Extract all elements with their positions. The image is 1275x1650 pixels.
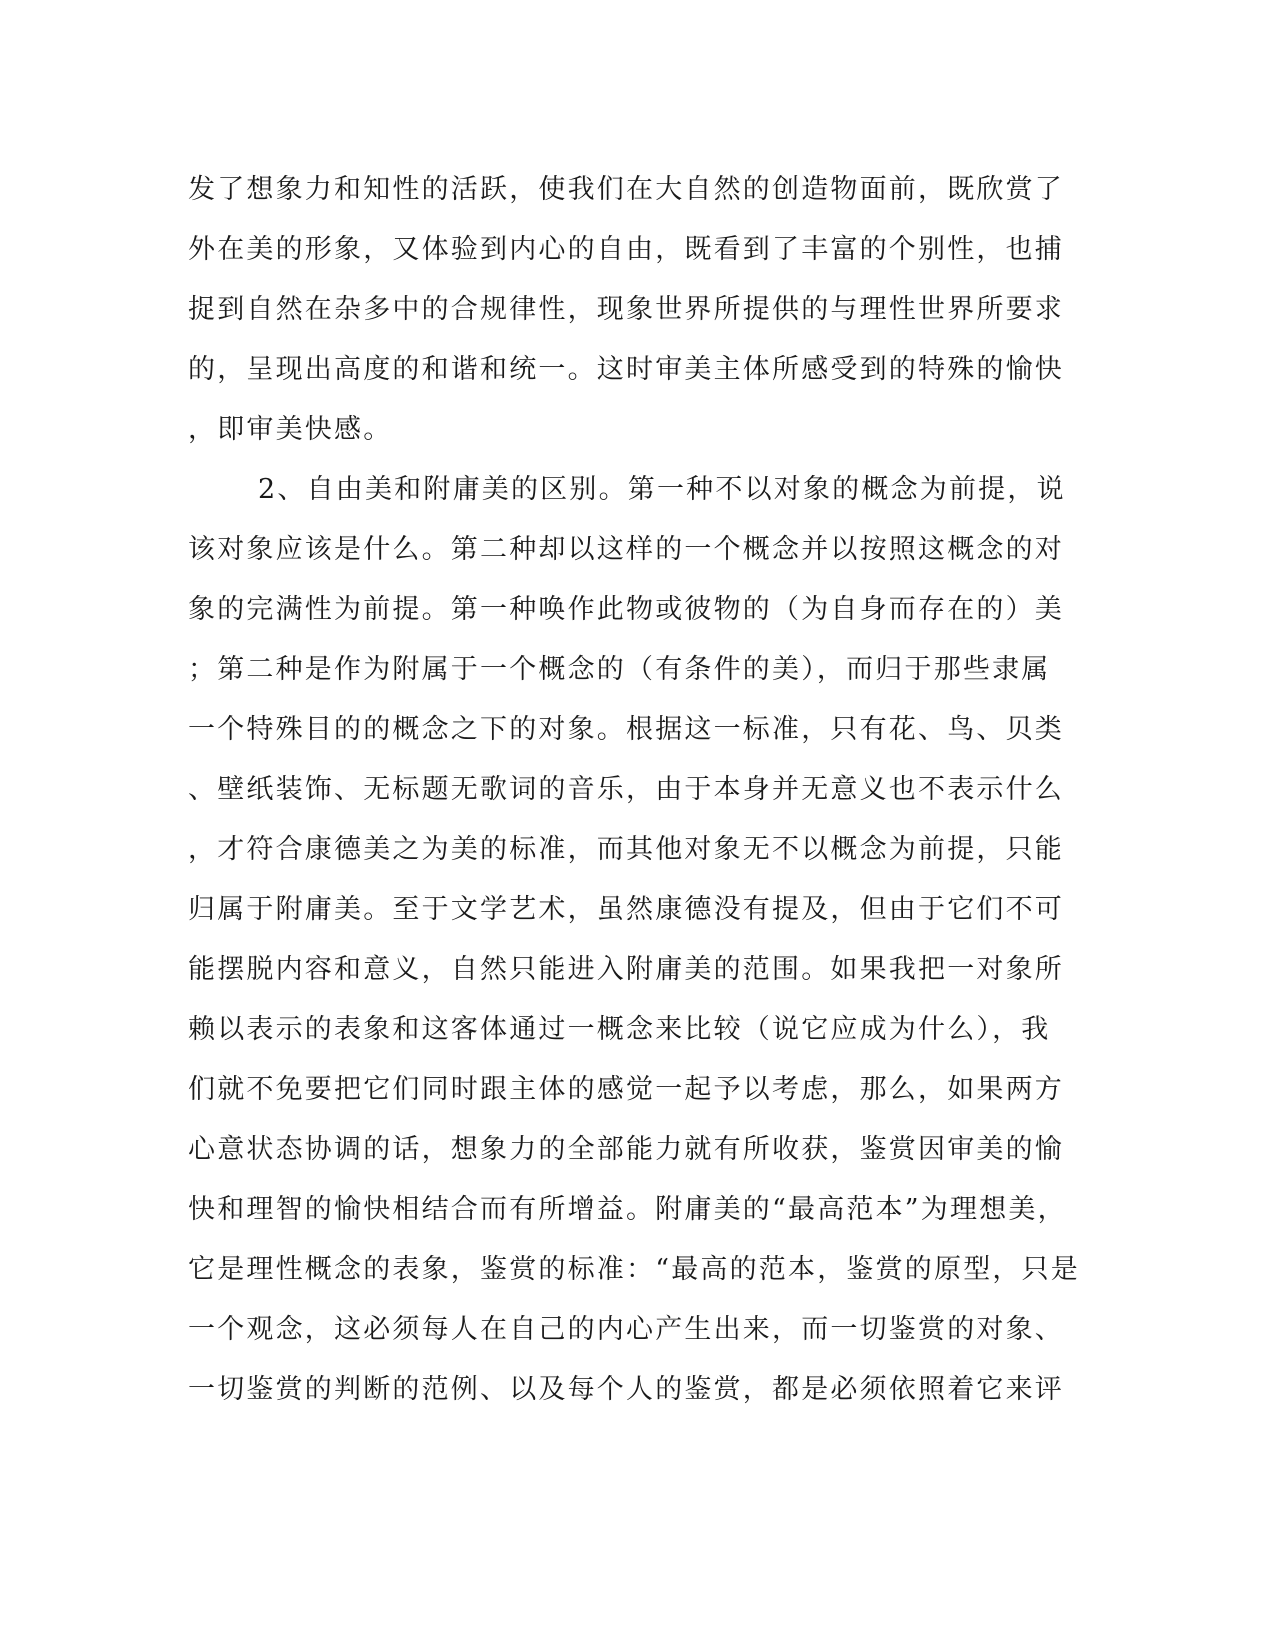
text-line: 捉到自然在杂多中的合规律性，现象世界所提供的与理性世界所要求 bbox=[188, 294, 1064, 325]
text-line: 发了想象力和知性的活跃，使我们在大自然的创造物面前，既欣赏了 bbox=[188, 174, 1064, 205]
text-line: 象的完满性为前提。第一种唤作此物或彼物的（为自身而存在的）美 bbox=[188, 594, 1064, 625]
text-line: 快和理智的愉快相结合而有所增益。附庸美的“最高范本”为理想美， bbox=[188, 1194, 1067, 1225]
body-text bbox=[188, 160, 1081, 1420]
text-line: 能摆脱内容和意义，自然只能进入附庸美的范围。如果我把一对象所 bbox=[188, 954, 1064, 985]
text-line: 们就不免要把它们同时跟主体的感觉一起予以考虑，那么，如果两方 bbox=[188, 1074, 1064, 1105]
text-line: 、壁纸装饰、无标题无歌词的音乐，由于本身并无意义也不表示什么 bbox=[188, 774, 1064, 805]
text-line: 的，呈现出高度的和谐和统一。这时审美主体所感受到的特殊的愉快 bbox=[188, 354, 1064, 385]
text-line: 它是理性概念的表象，鉴赏的标准：“最高的范本，鉴赏的原型，只是 bbox=[188, 1254, 1081, 1285]
text-line: 一个观念，这必须每人在自己的内心产生出来，而一切鉴赏的对象、 bbox=[188, 1314, 1064, 1345]
text-line: ，即审美快感。 bbox=[188, 414, 393, 445]
text-line-indented: 2、自由美和附庸美的区别。第一种不以对象的概念为前提，说 bbox=[258, 474, 1066, 505]
text-line: 归属于附庸美。至于文学艺术，虽然康德没有提及，但由于它们不可 bbox=[188, 894, 1064, 925]
text-line: 外在美的形象，又体验到内心的自由，既看到了丰富的个别性，也捕 bbox=[188, 234, 1064, 265]
text-line: 心意状态协调的话，想象力的全部能力就有所收获，鉴赏因审美的愉 bbox=[188, 1134, 1064, 1165]
text-line: 该对象应该是什么。第二种却以这样的一个概念并以按照这概念的对 bbox=[188, 534, 1064, 565]
text-line: 一个特殊目的的概念之下的对象。根据这一标准，只有花、鸟、贝类 bbox=[188, 714, 1064, 745]
text-line: ；第二种是作为附属于一个概念的（有条件的美），而归于那些隶属 bbox=[188, 654, 1051, 685]
text-line: 赖以表示的表象和这客体通过一概念来比较（说它应成为什么），我 bbox=[188, 1014, 1051, 1045]
text-line: ，才符合康德美之为美的标准，而其他对象无不以概念为前提，只能 bbox=[188, 834, 1064, 865]
text-line: 一切鉴赏的判断的范例、以及每个人的鉴赏，都是必须依照着它来评 bbox=[188, 1374, 1064, 1405]
